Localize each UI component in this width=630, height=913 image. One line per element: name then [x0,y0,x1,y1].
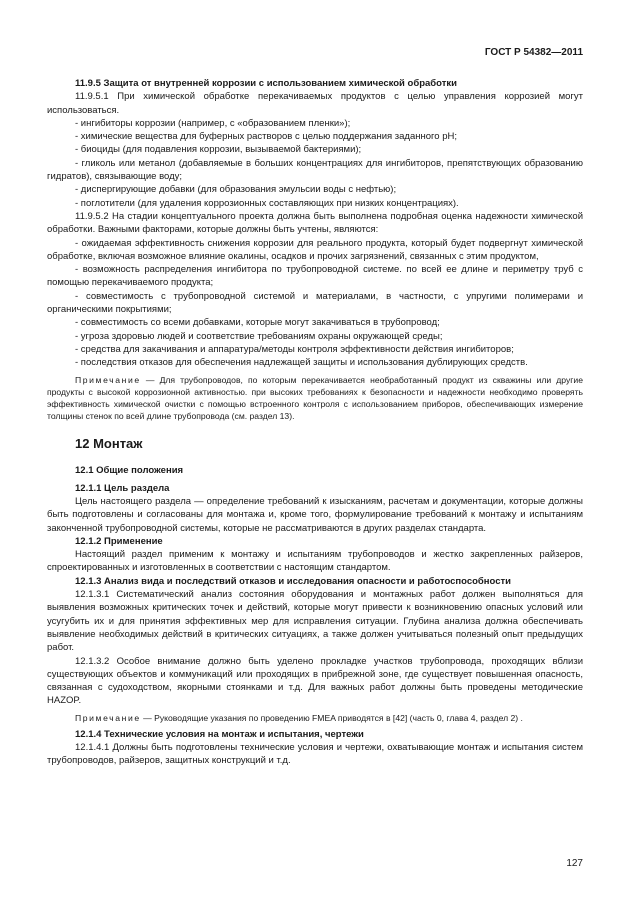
heading-12-1-4: 12.1.4 Технические условия на монтаж и испытания, чертежи [75,728,364,740]
paragraph-12-1-1: Цель настоящего раздела — определение требований к изысканиям, расчетам и документации, которые должны быть подготовлены и согласованы для монтажа и, кроме того, формулирование требований к монтажу и испытаниям законченной трубопроводной системы, которые не рассматриваются в других разделах стандарта. [47,495,583,534]
section-title-12: 12 Монтаж [75,436,143,452]
paragraph-11-9-5-1: 11.9.5.1 При химической обработке перекачиваемых продуктов с целью управления коррозией могут использоваться. [47,91,583,116]
list-item: - диспергирующие добавки (для образования эмульсии воды с нефтью); [75,184,397,196]
list-item: - ожидаемая эффективность снижения коррозии для реального продукта, который будет подвергнут химической обработке, включая возможное влияние окалины, осадков и прочих загрязнений, связанных с этим продуктом, [47,237,583,262]
heading-12-1-3: 12.1.3 Анализ вида и последствий отказов и исследования опасности и работоспособности [75,575,511,587]
heading-12-1: 12.1 Общие положения [75,465,184,477]
heading-12-1-2: 12.1.2 Применение [75,535,163,547]
heading-12-1-1: 12.1.1 Цель раздела [75,482,170,494]
paragraph-12-1-3-1: 12.1.3.1 Систематический анализ состояния оборудования и монтажных работ должен выполняться для выявления возможных критических точек и действий, которые могут привести к возникновению опасных условий или усугубить их и для принятия эффективных мер для исправления ситуации. Глубина анализа должна обеспечивать выявление необходимых действий в критических ситуациях, а также должен учитываться полезный опыт предыдущих работ. [47,589,583,654]
list-item: - ингибиторы коррозии (например, с «образованием пленки»); [75,117,351,129]
paragraph-11-9-5-2: 11.9.5.2 На стадии концептуального проекта должна быть выполнена подробная оценка надежности химической обработки. Важными факторами, которые должны быть учтены, являются: [47,210,583,236]
list-item: - последствия отказов для обеспечения надлежащей защиты и использования дублирующих средств. [75,357,528,369]
page-content [47,77,583,768]
note-12-1-3 [47,712,583,724]
list-item: - химические вещества для буферных растворов с целью поддержания заданного pH; [75,131,457,143]
note-label: Примечание [75,712,141,723]
note-text: — Руководящие указания по проведению FMEA приводятся в [42] (часть 0, глава 4, раздел 2) . [140,712,523,723]
page-number: 127 [566,858,583,869]
heading-11-9-5: 11.9.5 Защита от внутренней коррозии с использованием химической обработки [75,78,457,89]
list-item: - угроза здоровью людей и соответствие требованиям охраны окружающей среды; [75,330,443,342]
note-label: Примечание [75,374,141,385]
paragraph-12-1-2: Настоящий раздел применим к монтажу и испытаниям трубопроводов и жестко закрепленных райзеров, спроектированных и изготовленных в соответствии с настоящим стандартом. [47,549,583,574]
standard-code: ГОСТ Р 54382—2011 [484,47,583,58]
note-11-9-5 [47,374,583,423]
list-item: - возможность распределения ингибитора по трубопроводной системе. по всей ее длине и периметру труб с помощью перекачиваемого продукта; [47,264,583,289]
list-item: - поглотители (для удаления коррозионных составляющих при низких концентрациях). [75,197,459,209]
list-item: - средства для закачивания и аппаратура/методы контроля эффективности действия ингибиторов; [75,343,514,355]
note-text: — Для трубопроводов, по которым перекачивается необработанный продукт из скважины или другие продукты с высокой коррозионной активностью. при высоких требованиях к безопасности и надежности необходимо проверять эффективность химической очистки с помощью встроенного контроля с использованием приборов, обеспечивающих измерение толщины стенок по всей длине трубопровода (см. раздел 13). [47,374,583,422]
list-item: - биоциды (для подавления коррозии, вызываемой бактериями); [75,144,362,156]
list-item: - совместимость со всеми добавками, которые могут закачиваться в трубопровод; [75,317,440,329]
list-item: - совместимость с трубопроводной системой и материалами, в частности, с упругими полимерами и органическими покрытиями; [47,290,583,316]
list-item: - гликоль или метанол (добавляемые в больших концентрациях для ингибиторов, препятствующих образованию гидратов), связывающие воду; [47,157,583,183]
paragraph-12-1-4-1: 12.1.4.1 Должны быть подготовлены технические условия и чертежи, охватывающие монтаж и испытания систем трубопроводов, райзеров, защитных конструкций и т.д. [47,742,583,767]
paragraph-12-1-3-2: 12.1.3.2 Особое внимание должно быть уделено прокладке участков трубопровода, проходящих вблизи существующих объектов и коммуникаций или проходящих в прибрежной зоне, где существует повышенная опасность, связанная с судоходством, якорными стоянками и т.д. Для важных работ должны быть проведены методические HAZOP. [47,655,583,707]
